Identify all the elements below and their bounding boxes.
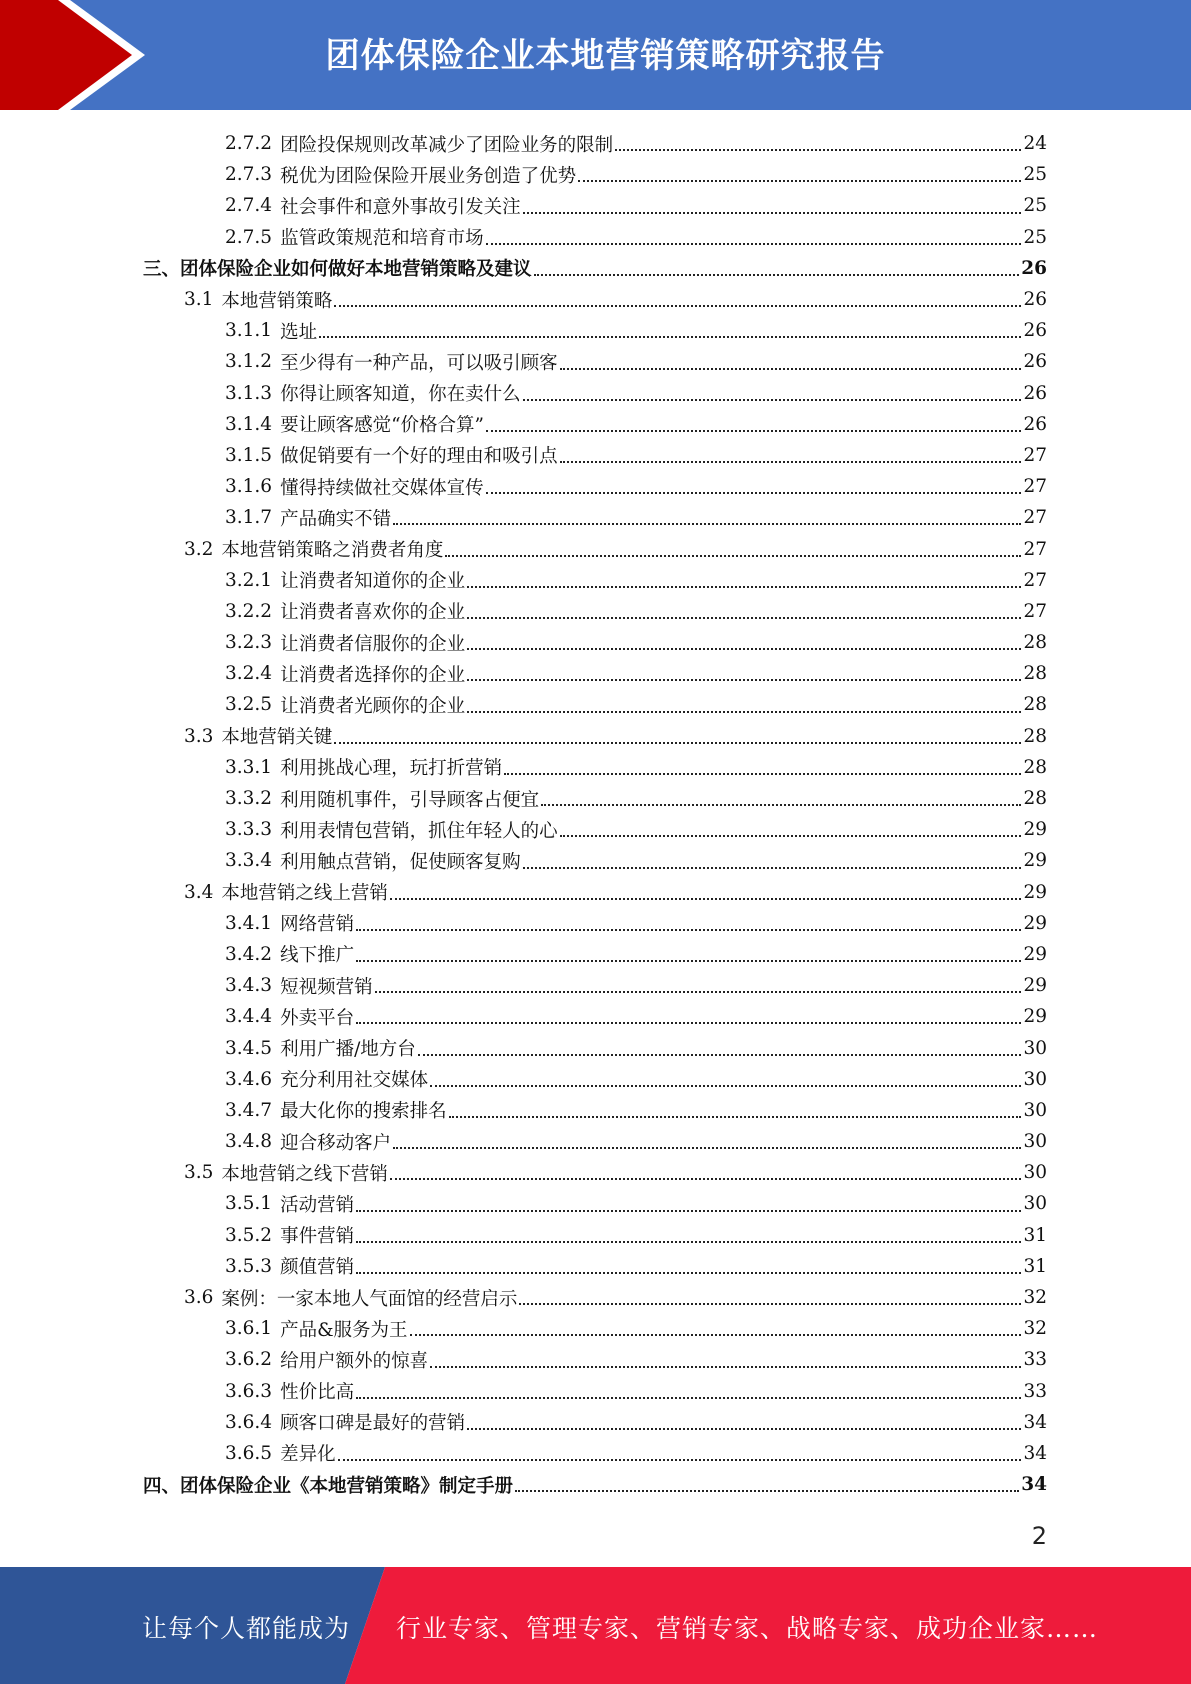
toc-entry-title: 利用挑战心理，玩打折营销 <box>280 758 503 780</box>
toc-dot-leader <box>486 491 1022 494</box>
toc-entry[interactable] <box>0 253 1191 284</box>
toc-entry-page: 32 <box>1023 1318 1047 1340</box>
toc-entry[interactable] <box>0 471 1191 502</box>
toc-entry-title: 至少得有一种产品，可以吸引顾客 <box>280 352 558 374</box>
toc-entry-number: 3.6 <box>184 1287 214 1309</box>
toc-entry-page: 28 <box>1023 756 1047 778</box>
toc-entry-title: 案例：一家本地人气面馆的经营启示 <box>221 1288 518 1310</box>
toc-entry-number: 2.7.4 <box>225 195 273 217</box>
toc-entry-number: 3.2 <box>184 538 214 560</box>
toc-dot-leader <box>534 273 1020 276</box>
toc-entry[interactable] <box>0 128 1191 159</box>
toc-entry-page: 33 <box>1023 1380 1047 1402</box>
toc-entry[interactable] <box>0 222 1191 253</box>
toc-dot-leader <box>356 928 1021 931</box>
toc-entry-title: 利用广播/地方台 <box>280 1039 416 1061</box>
toc-entry-number: 2.7.2 <box>225 133 273 155</box>
toc-dot-leader <box>467 647 1021 650</box>
toc-dot-leader <box>515 1489 1019 1492</box>
toc-entry-title: 利用随机事件，引导顾客占便宜 <box>280 789 540 811</box>
toc-entry[interactable] <box>0 627 1191 658</box>
toc-entry-number: 2.7.3 <box>225 164 273 186</box>
toc-entry-page: 30 <box>1023 1099 1047 1121</box>
toc-entry[interactable] <box>0 658 1191 689</box>
toc-dot-leader <box>467 616 1021 619</box>
toc-entry-title: 差异化 <box>280 1444 336 1466</box>
toc-entry-title: 本地营销关键 <box>221 727 333 749</box>
toc-entry-page: 27 <box>1023 476 1047 498</box>
toc-entry-page: 34 <box>1023 1411 1047 1433</box>
toc-entry-page: 28 <box>1023 632 1047 654</box>
toc-entry-title: 监管政策规范和培育市场 <box>280 228 484 250</box>
toc-dot-leader <box>375 990 1022 993</box>
toc-entry-title: 让消费者信服你的企业 <box>280 633 466 655</box>
toc-entry[interactable] <box>0 1095 1191 1126</box>
toc-entry-title: 本地营销之线上营销 <box>221 883 388 905</box>
toc-dot-leader <box>560 834 1022 837</box>
toc-dot-leader <box>523 866 1022 869</box>
toc-entry-number: 3.5 <box>184 1162 214 1184</box>
toc-entry-number: 3.1.3 <box>225 382 273 404</box>
toc-entry-number: 3.3.3 <box>225 819 273 841</box>
toc-entry[interactable] <box>0 1344 1191 1375</box>
toc-dot-leader <box>338 1458 1022 1461</box>
toc-dot-leader <box>356 1271 1021 1274</box>
toc-entry-page: 28 <box>1023 694 1047 716</box>
footer-slogan-left: 让每个人都能成为 <box>142 1614 351 1643</box>
toc-entry-number: 3.5.3 <box>225 1255 273 1277</box>
toc-entry-title: 产品确实不错 <box>280 508 392 530</box>
toc-entry-title: 产品&服务为王 <box>280 1319 408 1341</box>
toc-entry-number: 3.6.2 <box>225 1349 273 1371</box>
toc-dot-leader <box>560 367 1022 370</box>
toc-entry-number: 3.2.1 <box>225 569 273 591</box>
page-number: 2 <box>1031 1522 1047 1550</box>
toc-entry-number: 3.4.8 <box>225 1131 273 1153</box>
toc-dot-leader <box>467 1427 1021 1430</box>
toc-entry[interactable] <box>0 1282 1191 1313</box>
toc-entry-title: 四、团体保险企业《本地营销策略》制定手册 <box>143 1475 514 1497</box>
toc-entry[interactable] <box>0 190 1191 221</box>
toc-entry[interactable] <box>0 1407 1191 1438</box>
toc-entry-number: 3.2.3 <box>225 632 273 654</box>
toc-entry-number: 3.3 <box>184 725 214 747</box>
toc-dot-leader <box>356 1209 1021 1212</box>
toc-entry-title: 颜值营销 <box>280 1257 355 1279</box>
toc-dot-leader <box>430 1365 1021 1368</box>
toc-entry-page: 26 <box>1023 351 1047 373</box>
toc-entry-title: 事件营销 <box>280 1226 355 1248</box>
toc-entry[interactable] <box>0 1064 1191 1095</box>
toc-entry-page: 28 <box>1023 725 1047 747</box>
toc-dot-leader <box>393 1146 1021 1149</box>
toc-dot-leader <box>356 1396 1021 1399</box>
toc-entry-title: 外卖平台 <box>280 1007 355 1029</box>
toc-entry-number: 3.5.1 <box>225 1193 273 1215</box>
toc-dot-leader <box>418 1053 1022 1056</box>
toc-entry[interactable] <box>0 1220 1191 1251</box>
toc-entry-page: 26 <box>1023 413 1047 435</box>
toc-entry-number: 3.4.5 <box>225 1037 273 1059</box>
toc-dot-leader <box>467 710 1021 713</box>
toc-entry-title: 性价比高 <box>280 1382 355 1404</box>
toc-entry-number: 3.1 <box>184 289 214 311</box>
toc-entry-page: 29 <box>1023 975 1047 997</box>
toc-entry-title: 利用表情包营销，抓住年轻人的心 <box>280 820 558 842</box>
toc-entry-number: 3.4 <box>184 881 214 903</box>
toc-dot-leader <box>449 1115 1022 1118</box>
toc-entry-page: 26 <box>1023 382 1047 404</box>
toc-entry-title: 迎合移动客户 <box>280 1132 392 1154</box>
toc-entry[interactable] <box>0 1469 1191 1500</box>
toc-entry-page: 29 <box>1023 819 1047 841</box>
toc-entry-page: 28 <box>1023 788 1047 810</box>
toc-entry-title: 三、团体保险企业如何做好本地营销策略及建议 <box>143 259 532 281</box>
toc-entry-page: 29 <box>1023 850 1047 872</box>
toc-entry-page: 25 <box>1023 164 1047 186</box>
toc-entry-page: 25 <box>1023 226 1047 248</box>
toc-entry-title: 利用触点营销，促使顾客复购 <box>280 851 521 873</box>
toc-entry-number: 3.2.5 <box>225 694 273 716</box>
toc-entry-title: 充分利用社交媒体 <box>280 1070 429 1092</box>
toc-entry-number: 3.6.5 <box>225 1442 273 1464</box>
toc-dot-leader <box>356 1021 1021 1024</box>
toc-dot-leader <box>467 585 1021 588</box>
page-footer <box>0 1567 1191 1684</box>
toc-dot-leader <box>519 1302 1021 1305</box>
toc-dot-leader <box>319 335 1021 338</box>
toc-entry[interactable] <box>0 721 1191 752</box>
toc-entry-page: 30 <box>1023 1193 1047 1215</box>
toc-entry-title: 顾客口碑是最好的营销 <box>280 1413 466 1435</box>
toc-entry-number: 3.6.1 <box>225 1318 273 1340</box>
toc-entry-number: 3.3.2 <box>225 788 273 810</box>
toc-entry-number: 3.1.4 <box>225 413 273 435</box>
toc-entry-number: 3.4.6 <box>225 1068 273 1090</box>
toc-dot-leader <box>410 1333 1022 1336</box>
toc-dot-leader <box>560 460 1022 463</box>
toc-entry-number: 3.2.2 <box>225 600 273 622</box>
toc-entry-title: 你得让顾客知道，你在卖什么 <box>280 384 521 406</box>
toc-entry-page: 28 <box>1023 663 1047 685</box>
toc-entry-number: 3.1.5 <box>225 444 273 466</box>
toc-entry[interactable] <box>0 440 1191 471</box>
toc-entry[interactable] <box>0 378 1191 409</box>
toc-dot-leader <box>356 959 1021 962</box>
toc-entry-page: 26 <box>1023 289 1047 311</box>
toc-entry-number: 3.1.6 <box>225 476 273 498</box>
toc-entry-title: 团险投保规则改革减少了团险业务的限制 <box>280 134 614 156</box>
toc-entry[interactable] <box>0 845 1191 876</box>
toc-entry-number: 3.1.2 <box>225 351 273 373</box>
toc-entry-page: 31 <box>1023 1255 1047 1277</box>
toc-entry-page: 30 <box>1023 1037 1047 1059</box>
toc-entry[interactable] <box>0 1438 1191 1469</box>
toc-entry-page: 31 <box>1023 1224 1047 1246</box>
toc-entry-title: 要让顾客感觉“价格合算” <box>280 415 484 437</box>
toc-entry-number: 3.6.4 <box>225 1411 273 1433</box>
toc-entry[interactable] <box>0 908 1191 939</box>
toc-entry-page: 34 <box>1023 1442 1047 1464</box>
toc-entry-title: 本地营销策略 <box>221 290 333 312</box>
toc-entry-number: 3.3.1 <box>225 756 273 778</box>
toc-dot-leader <box>356 1240 1021 1243</box>
toc-entry-page: 27 <box>1023 538 1047 560</box>
toc-entry-number: 3.4.4 <box>225 1006 273 1028</box>
toc-entry-page: 30 <box>1023 1162 1047 1184</box>
toc-entry[interactable] <box>0 1001 1191 1032</box>
toc-dot-leader <box>334 741 1021 744</box>
toc-entry-page: 29 <box>1023 943 1047 965</box>
toc-entry[interactable] <box>0 939 1191 970</box>
toc-entry[interactable] <box>0 783 1191 814</box>
toc-entry-page: 30 <box>1023 1131 1047 1153</box>
toc-entry-title: 懂得持续做社交媒体宣传 <box>280 477 484 499</box>
toc-entry[interactable] <box>0 315 1191 346</box>
toc-entry[interactable] <box>0 284 1191 315</box>
toc-entry-page: 27 <box>1023 569 1047 591</box>
toc-entry[interactable] <box>0 596 1191 627</box>
toc-entry[interactable] <box>0 1376 1191 1407</box>
toc-entry[interactable] <box>0 1313 1191 1344</box>
toc-entry[interactable] <box>0 502 1191 533</box>
toc-entry-title: 短视频营销 <box>280 976 373 998</box>
toc-entry-title: 线下推广 <box>280 945 355 967</box>
toc-entry-number: 3.4.2 <box>225 943 273 965</box>
toc-dot-leader <box>523 211 1022 214</box>
table-of-contents <box>0 128 1191 1500</box>
toc-dot-leader <box>615 148 1021 151</box>
toc-entry-number: 3.4.3 <box>225 975 273 997</box>
toc-entry-page: 26 <box>1021 257 1047 279</box>
toc-entry[interactable] <box>0 533 1191 564</box>
toc-entry[interactable] <box>0 689 1191 720</box>
toc-entry-title: 让消费者光顾你的企业 <box>280 695 466 717</box>
toc-entry-number: 3.2.4 <box>225 663 273 685</box>
toc-entry-title: 本地营销策略之消费者角度 <box>221 540 444 562</box>
header-title: 团体保险企业本地营销策略研究报告 <box>325 36 886 76</box>
toc-entry-page: 30 <box>1023 1068 1047 1090</box>
toc-dot-leader <box>467 678 1021 681</box>
toc-entry-number: 3.3.4 <box>225 850 273 872</box>
toc-entry[interactable] <box>0 409 1191 440</box>
toc-dot-leader <box>486 429 1021 432</box>
toc-entry-title: 最大化你的搜索排名 <box>280 1101 447 1123</box>
toc-entry-title: 做促销要有一个好的理由和吸引点 <box>280 446 558 468</box>
toc-entry-page: 25 <box>1023 195 1047 217</box>
toc-entry[interactable] <box>0 1157 1191 1188</box>
toc-entry-title: 本地营销之线下营销 <box>221 1163 388 1185</box>
toc-entry-title: 网络营销 <box>280 914 355 936</box>
toc-entry-page: 27 <box>1023 507 1047 529</box>
toc-dot-leader <box>541 803 1021 806</box>
toc-entry-page: 26 <box>1023 320 1047 342</box>
toc-dot-leader <box>504 772 1021 775</box>
toc-entry-title: 让消费者选择你的企业 <box>280 664 466 686</box>
toc-entry-page: 24 <box>1023 133 1047 155</box>
toc-entry[interactable] <box>0 159 1191 190</box>
toc-entry[interactable] <box>0 1188 1191 1219</box>
toc-entry-number: 3.1.7 <box>225 507 273 529</box>
toc-dot-leader <box>393 522 1021 525</box>
toc-dot-leader <box>445 554 1021 557</box>
toc-entry-title: 选址 <box>280 321 318 343</box>
toc-entry[interactable] <box>0 814 1191 845</box>
toc-entry-number: 3.5.2 <box>225 1224 273 1246</box>
toc-entry-number: 2.7.5 <box>225 226 273 248</box>
toc-dot-leader <box>390 897 1022 900</box>
toc-entry[interactable] <box>0 346 1191 377</box>
toc-entry-page: 29 <box>1023 1006 1047 1028</box>
toc-entry[interactable] <box>0 877 1191 908</box>
toc-entry-page: 27 <box>1023 600 1047 622</box>
toc-entry-title: 社会事件和意外事故引发关注 <box>280 196 521 218</box>
toc-entry[interactable] <box>0 1032 1191 1063</box>
toc-entry-page: 33 <box>1023 1349 1047 1371</box>
toc-entry-title: 给用户额外的惊喜 <box>280 1350 429 1372</box>
toc-entry-title: 让消费者知道你的企业 <box>280 571 466 593</box>
toc-entry-number: 3.4.1 <box>225 912 273 934</box>
toc-entry[interactable] <box>0 1126 1191 1157</box>
toc-dot-leader <box>578 179 1021 182</box>
toc-dot-leader <box>523 398 1022 401</box>
toc-entry-number: 3.4.7 <box>225 1099 273 1121</box>
toc-entry-page: 29 <box>1023 912 1047 934</box>
toc-entry-title: 让消费者喜欢你的企业 <box>280 602 466 624</box>
toc-entry-page: 29 <box>1023 881 1047 903</box>
toc-dot-leader <box>390 1177 1022 1180</box>
toc-entry-page: 34 <box>1021 1474 1047 1496</box>
toc-entry[interactable] <box>0 565 1191 596</box>
toc-entry-title: 税优为团险保险开展业务创造了优势 <box>280 165 577 187</box>
toc-entry[interactable] <box>0 970 1191 1001</box>
toc-dot-leader <box>430 1084 1021 1087</box>
page-header <box>0 0 1191 110</box>
toc-entry[interactable] <box>0 752 1191 783</box>
toc-entry-number: 3.1.1 <box>225 320 273 342</box>
toc-entry-number: 3.6.3 <box>225 1380 273 1402</box>
toc-dot-leader <box>486 242 1022 245</box>
toc-entry-page: 32 <box>1023 1287 1047 1309</box>
toc-entry-title: 活动营销 <box>280 1194 355 1216</box>
footer-slogan-right: 行业专家、管理专家、营销专家、战略专家、成功企业家…… <box>396 1614 1099 1643</box>
toc-entry-page: 27 <box>1023 444 1047 466</box>
toc-entry[interactable] <box>0 1251 1191 1282</box>
toc-dot-leader <box>334 304 1021 307</box>
